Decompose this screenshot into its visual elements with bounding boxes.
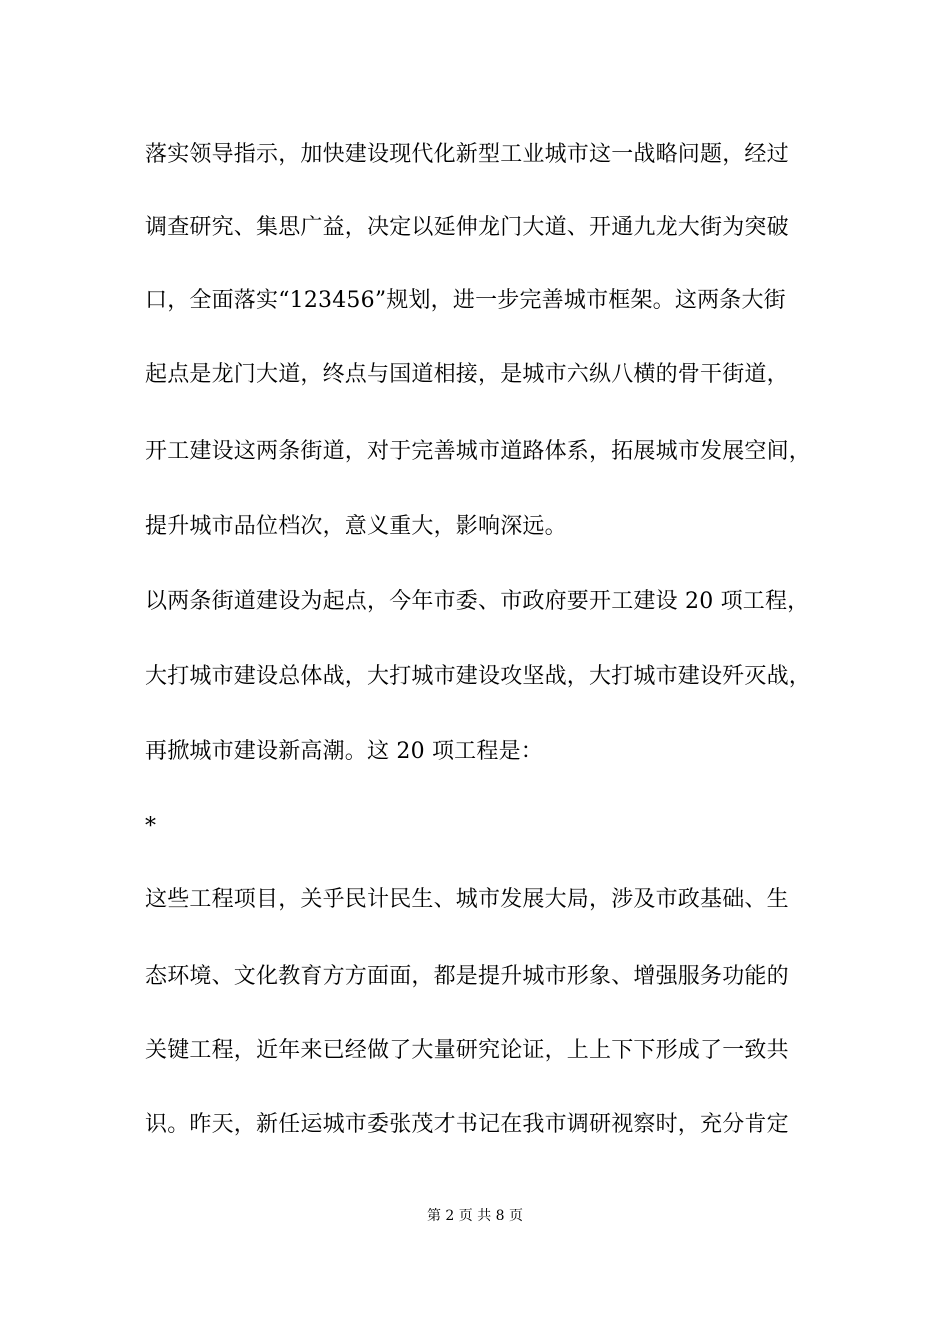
paragraph-line: 提升城市品位档次，意义重大，影响深远。	[145, 514, 567, 539]
page-number: 第 2 页 共 8 页	[426, 1208, 524, 1224]
paragraph-line: 大打城市建设总体战，大打城市建设攻坚战，大打城市建设歼灭战，	[145, 664, 812, 689]
paragraph-line: 识。昨天，新任运城市委张茂才书记在我市调研视察时，充分肯定	[145, 1112, 789, 1137]
bullet-marker: *	[145, 814, 157, 839]
paragraph-line: 调查研究、集思广益，决定以延伸龙门大道、开通九龙大街为突破	[145, 215, 789, 240]
paragraph-line: 这些工程项目，关乎民计民生、城市发展大局，涉及市政基础、生	[145, 887, 789, 912]
paragraph-line: 开工建设这两条街道，对于完善城市道路体系，拓展城市发展空间，	[145, 439, 812, 464]
page-footer	[0, 1206, 950, 1226]
paragraph-line: 关键工程，近年来已经做了大量研究论证，上上下下形成了一致共	[145, 1038, 789, 1063]
paragraph-line: 起点是龙门大道，终点与国道相接，是城市六纵八横的骨干街道，	[145, 362, 789, 387]
paragraph-line: 落实领导指示，加快建设现代化新型工业城市这一战略问题，经过	[145, 142, 789, 167]
paragraph-line: 口，全面落实“123456”规划，进一步完善城市框架。这两条大街	[145, 288, 786, 313]
paragraph-line: 再掀城市建设新高潮。这 20 项工程是：	[145, 739, 543, 764]
paragraph-line: 态环境、文化教育方方面面，都是提升城市形象、增强服务功能的	[145, 964, 789, 989]
paragraph-line: 以两条街道建设为起点，今年市委、市政府要开工建设 20 项工程，	[145, 589, 810, 614]
